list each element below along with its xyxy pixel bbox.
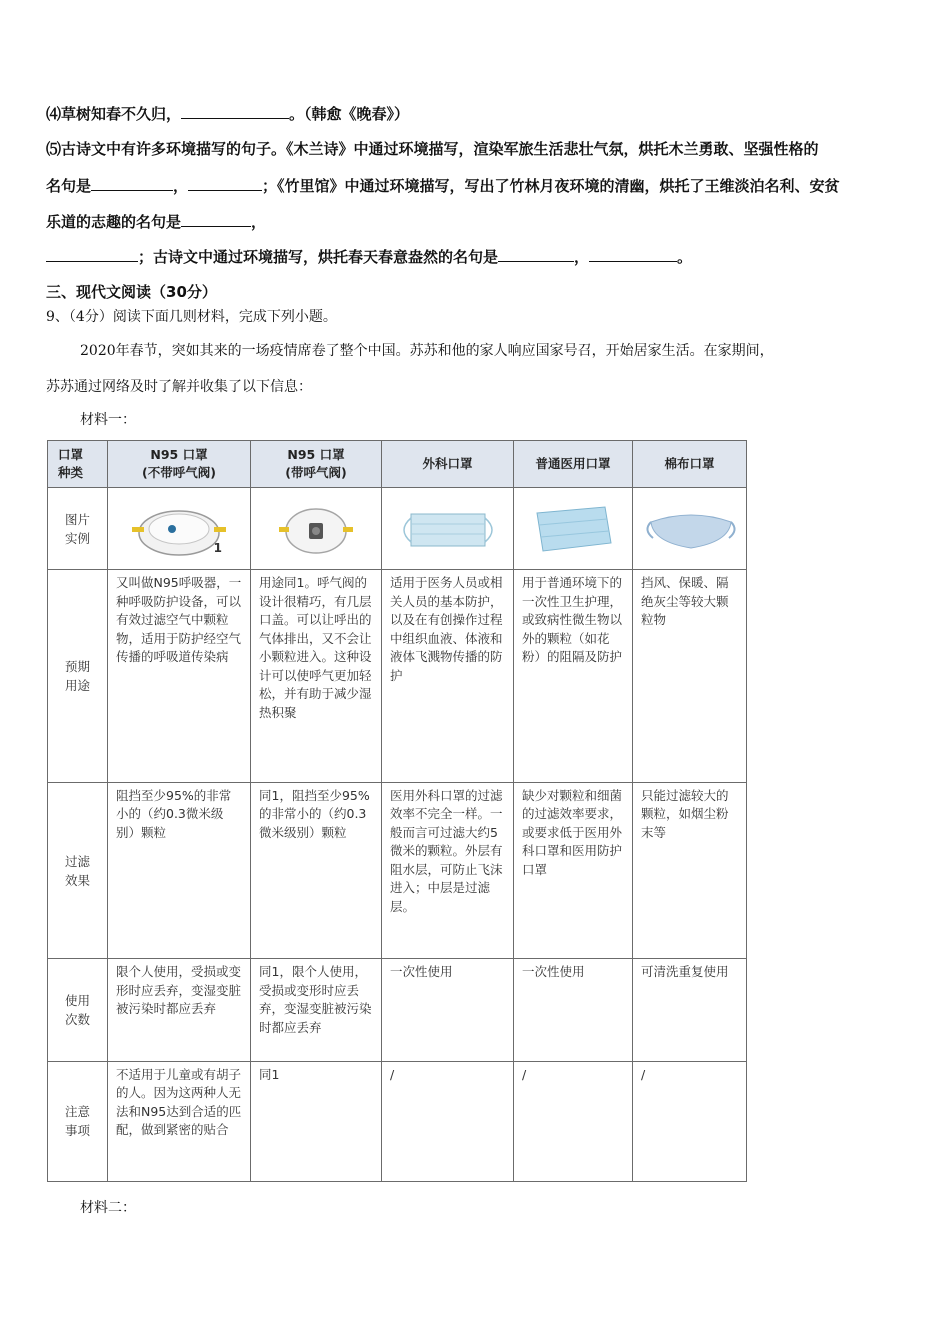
- answer-blank[interactable]: [46, 247, 138, 262]
- answer-blank[interactable]: [498, 247, 574, 262]
- q5-line4-b: ，: [574, 248, 590, 266]
- table-cell: 只能过滤较大的颗粒，如烟尘粉末等: [633, 782, 747, 959]
- question-5-line4: [46, 246, 692, 267]
- image-medical: [514, 488, 633, 570]
- material-one-label: 材料一：: [80, 412, 136, 428]
- material-two-label: 材料二：: [80, 1200, 136, 1216]
- n95-valve-mask-icon: [271, 499, 361, 559]
- table-row-notes: [48, 1061, 747, 1181]
- header-n95-valve: N95 口罩 (带呼气阀): [251, 441, 382, 488]
- image-n95-valve: [251, 488, 382, 570]
- table-cell: 同1，阻挡至少95%的非常小的（约0.3微米级别）颗粒: [251, 782, 382, 959]
- question-5-line3: [46, 211, 266, 232]
- table-cell: 可清洗重复使用: [633, 959, 747, 1061]
- question-5-line2: [46, 175, 840, 196]
- answer-blank[interactable]: [188, 176, 262, 191]
- row-label-purpose: 预期 用途: [48, 570, 108, 783]
- table-cell: 缺少对颗粒和细菌的过滤效率要求，或要求低于医用外科口罩和医用防护口罩: [514, 782, 633, 959]
- table-cell: 不适用于儿童或有胡子的人。因为这两种人无法和N95达到合适的匹配，做到紧密的贴合: [108, 1061, 251, 1181]
- q5-line2-b: ，: [173, 177, 189, 195]
- table-cell: 同1，限个人使用，受损或变形时应丢弃，变湿变脏被污染时都应丢弃: [251, 959, 382, 1061]
- header-cotton: 棉布口罩: [633, 441, 747, 488]
- answer-blank[interactable]: [181, 212, 251, 227]
- header-n95-no-valve: N95 口罩 (不带呼气阀): [108, 441, 251, 488]
- q5-line4-a: ；古诗文中通过环境描写，烘托春天春意盎然的名句是: [138, 248, 499, 266]
- header-surgical: 外科口罩: [382, 441, 514, 488]
- medical-mask-icon: [523, 499, 623, 559]
- header-medical: 普通医用口罩: [514, 441, 633, 488]
- q5-line4-c: 。: [677, 248, 693, 266]
- table-cell: /: [633, 1061, 747, 1181]
- row-label-image: 图片 实例: [48, 488, 108, 570]
- table-cell: 用途同1。呼气阀的设计很精巧，有几层口盖。可以让呼出的气体排出，又不会让小颗粒进入。这种设计可以使呼气更加轻松，并有助于减少湿热积聚: [251, 570, 382, 783]
- question-5-line1: ⑸古诗文中有许多环境描写的句子。《木兰诗》中通过环境描写，渲染军旅生活悲壮气氛，烘托木兰勇敢、坚强性格的: [46, 140, 819, 158]
- table-header-row: [48, 441, 747, 488]
- table-cell: 挡风、保暖、隔绝灰尘等较大颗粒物: [633, 570, 747, 783]
- table-cell: 阻挡至少95%的非常小的（约0.3微米级别）颗粒: [108, 782, 251, 959]
- paragraph-2: 苏苏通过网络及时了解并收集了以下信息：: [46, 379, 312, 395]
- q5-line2-a: 名句是: [46, 177, 92, 195]
- image-surgical: [382, 488, 514, 570]
- table-row-purpose: [48, 570, 747, 783]
- image-n95-no-valve: [108, 488, 251, 570]
- table-cell: /: [382, 1061, 514, 1181]
- table-cell: 同1: [251, 1061, 382, 1181]
- row-label-usage: 使用 次数: [48, 959, 108, 1061]
- q4-prefix: ⑷草树知春不久归，: [46, 105, 182, 123]
- table-cell: 适用于医务人员或相关人员的基本防护，以及在有创操作过程中组织血液、体液和液体飞溅物传播的防护: [382, 570, 514, 783]
- image-note-number: 1: [213, 540, 222, 555]
- image-cotton: [633, 488, 747, 570]
- table-row-usage: [48, 959, 747, 1061]
- mask-comparison-table: [47, 440, 747, 1182]
- question-9-prompt: 9、（4分）阅读下面几则材料，完成下列小题。: [46, 309, 337, 325]
- header-mask-type: 口罩 种类: [48, 441, 108, 488]
- row-label-filtration: 过滤 效果: [48, 782, 108, 959]
- paragraph-1: 2020年春节，突如其来的一场疫情席卷了整个中国。苏苏和他的家人响应国家号召，开始居家生活。在家期间，: [80, 343, 774, 359]
- table-row-images: [48, 488, 747, 570]
- row-label-notes: 注意 事项: [48, 1061, 108, 1181]
- answer-blank[interactable]: [91, 176, 173, 191]
- table-cell: 又叫做N95呼吸器，一种呼吸防护设备，可以有效过滤空气中颗粒物，适用于防护经空气传播的呼吸道传染病: [108, 570, 251, 783]
- q5-line3-a: 乐道的志趣的名句是: [46, 213, 182, 231]
- answer-blank[interactable]: [181, 104, 289, 119]
- q4-suffix: 。（韩愈《晚春》）: [289, 105, 410, 123]
- table-cell: /: [514, 1061, 633, 1181]
- cotton-mask-icon: [641, 504, 741, 554]
- table-row-filtration: [48, 782, 747, 959]
- table-cell: 一次性使用: [382, 959, 514, 1061]
- q5-line3-b: ，: [251, 213, 267, 231]
- table-cell: 医用外科口罩的过滤效率不完全一样。一般而言可过滤大约5微米的颗粒。外层有阻水层，可防止飞沫进入；中层是过滤层。: [382, 782, 514, 959]
- section-title: 三、现代文阅读（30分）: [46, 283, 217, 301]
- table-cell: 限个人使用，受损或变形时应丢弃，变湿变脏被污染时都应丢弃: [108, 959, 251, 1061]
- answer-blank[interactable]: [589, 247, 677, 262]
- question-4-line: [46, 103, 409, 124]
- table-cell: 一次性使用: [514, 959, 633, 1061]
- surgical-mask-icon: [393, 504, 503, 554]
- table-cell: 用于普通环境下的一次性卫生护理，或致病性微生物以外的颗粒（如花粉）的阻隔及防护: [514, 570, 633, 783]
- q5-line2-c: ；《竹里馆》中通过环境描写，写出了竹林月夜环境的清幽，烘托了王维淡泊名利、安贫: [262, 177, 840, 195]
